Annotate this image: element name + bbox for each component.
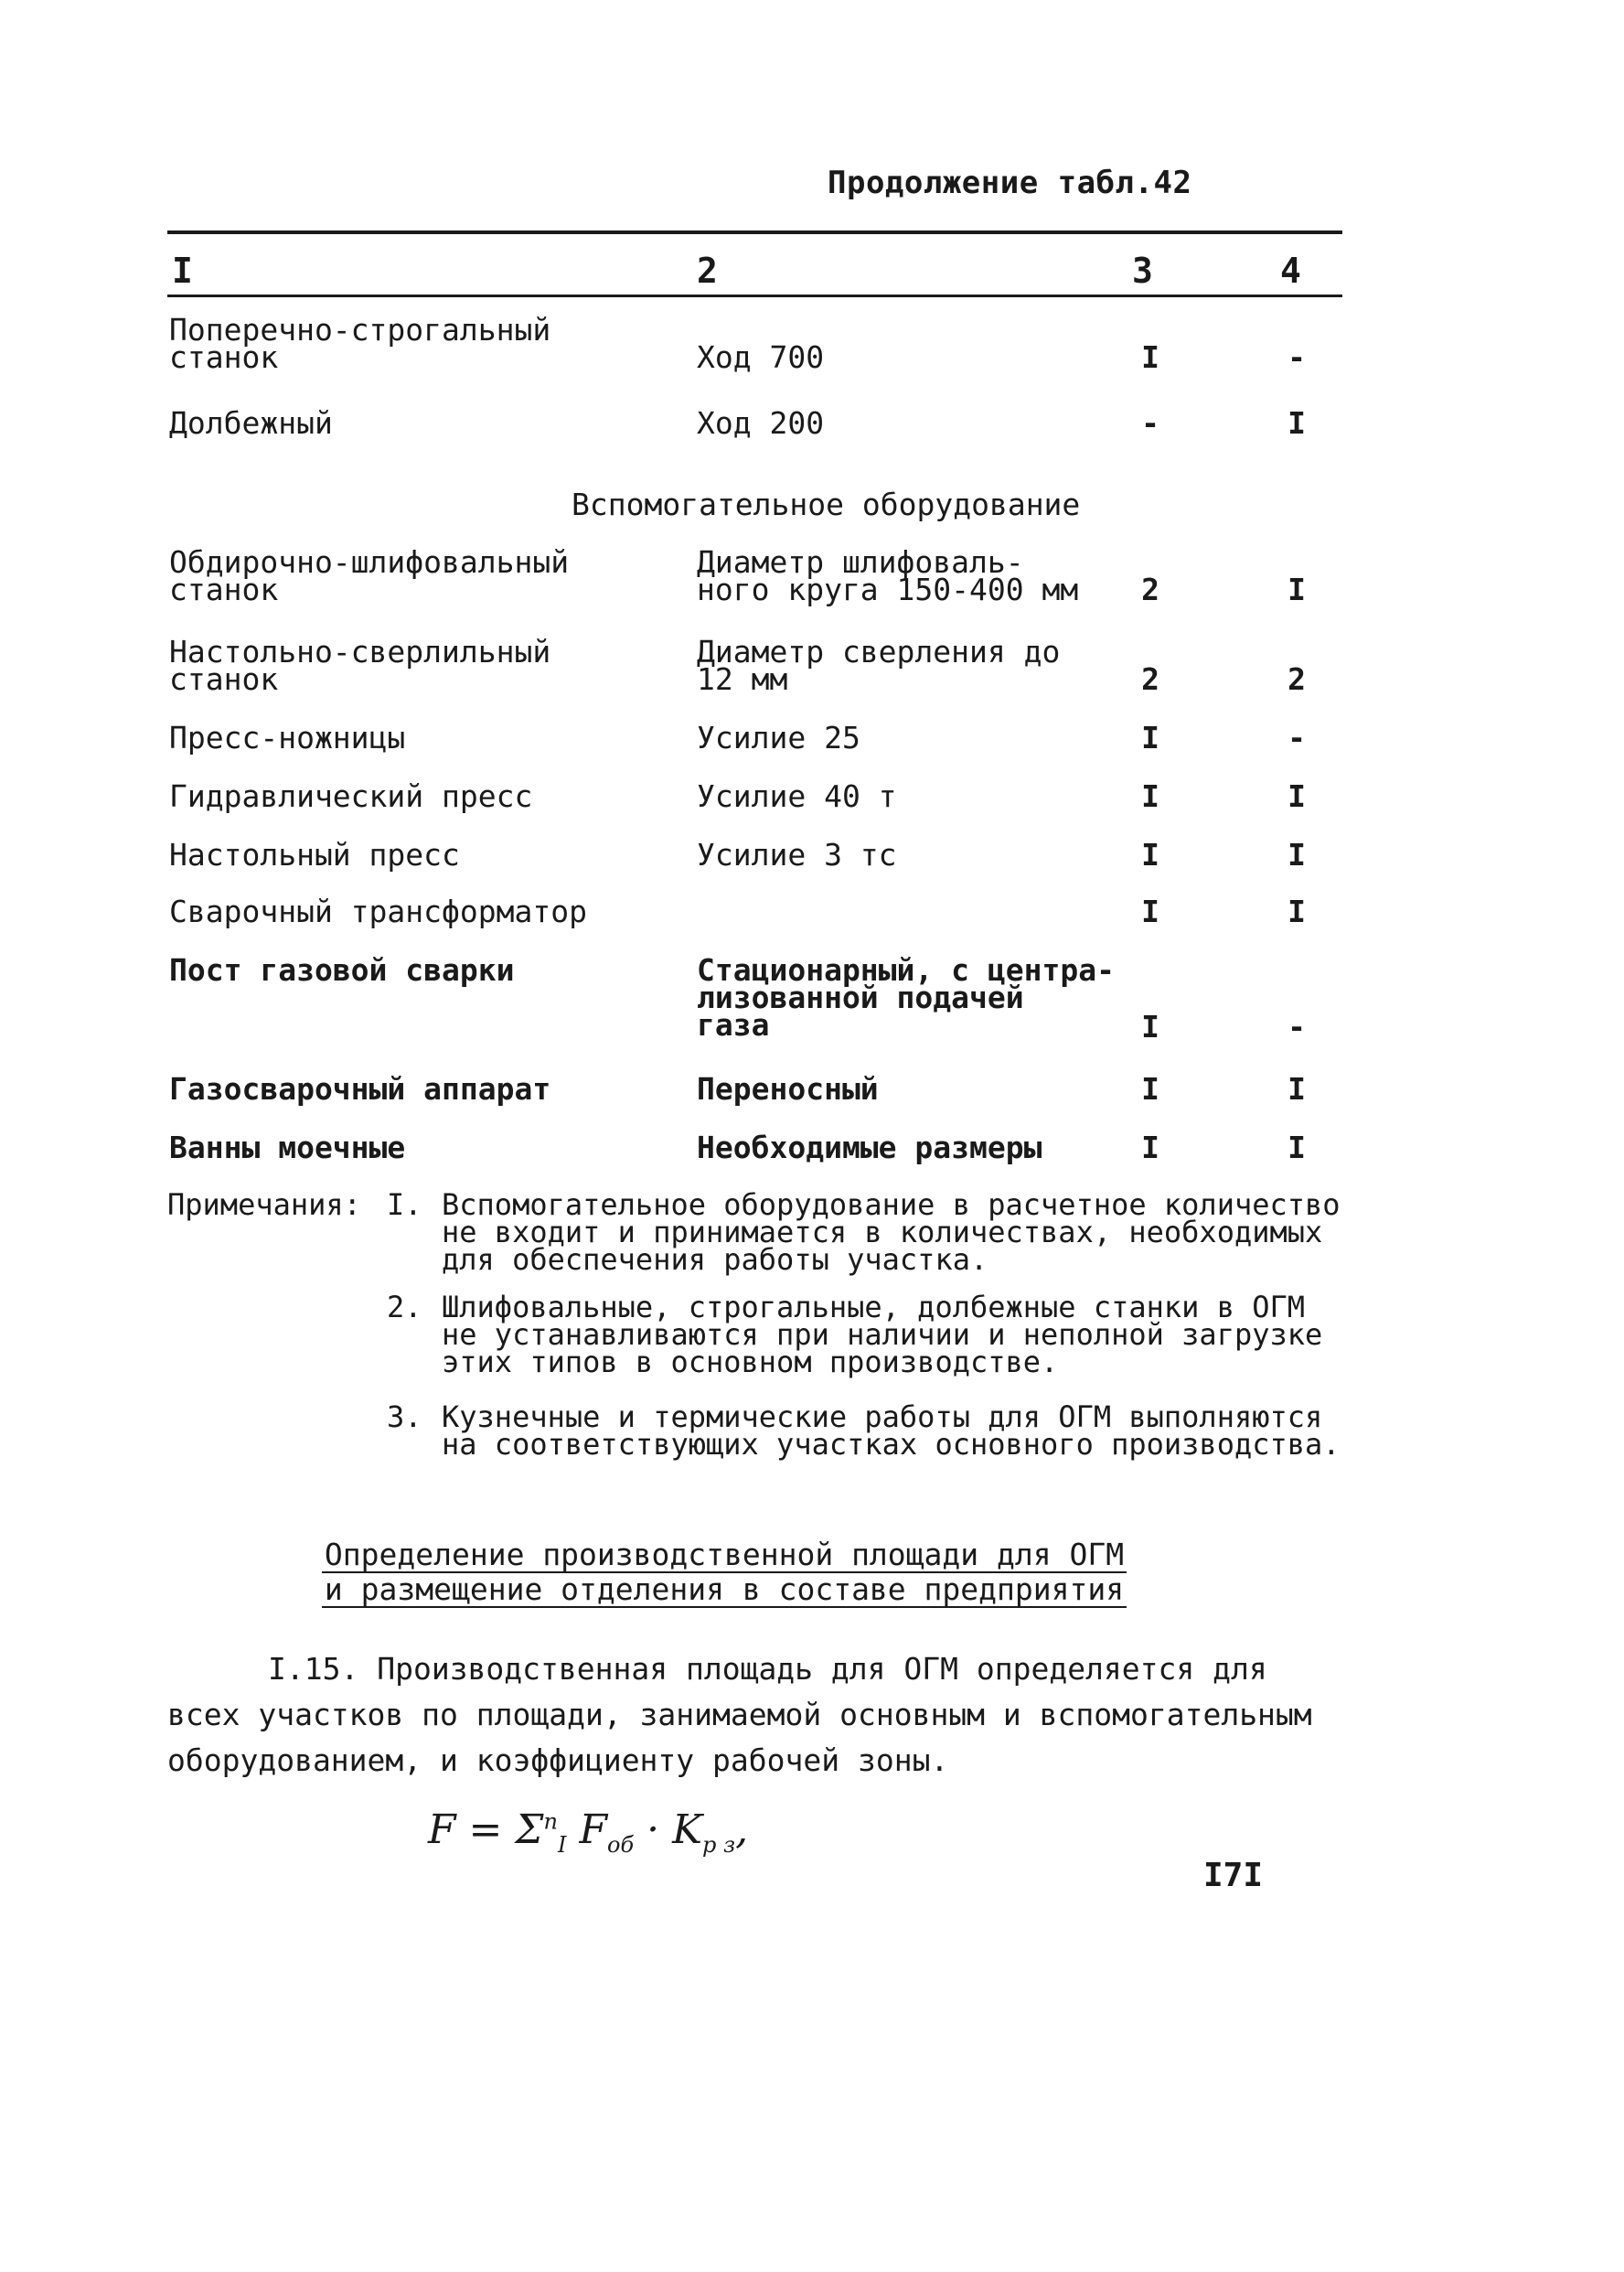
- equipment-name: Долбежный: [169, 405, 333, 441]
- formula-tail: ,: [735, 1806, 749, 1853]
- section-heading-line: и размещение отделения в составе предприятия: [322, 1573, 1127, 1608]
- table-header-rule: [167, 295, 1342, 297]
- count-col4: I: [1287, 1130, 1306, 1165]
- page-number: I7I: [1203, 1857, 1264, 1894]
- count-col3: I: [1141, 339, 1159, 375]
- section-heading-line: Определение производственной площади для ОГМ: [322, 1538, 1127, 1573]
- equipment-name: Поперечно-строгальный станок: [169, 312, 551, 375]
- count-col4: -: [1287, 339, 1306, 375]
- equipment-name: Сварочный трансформатор: [169, 894, 587, 929]
- equipment-name: Газосварочный аппарат: [169, 1071, 551, 1107]
- count-col3: I: [1141, 1009, 1159, 1045]
- note-number: 2.: [387, 1290, 422, 1324]
- area-formula: [428, 1806, 748, 1858]
- formula-term-sub: об: [607, 1831, 635, 1858]
- note-number: I.: [387, 1187, 422, 1222]
- formula-lhs: F: [428, 1806, 456, 1853]
- formula-sum-upper: n: [543, 1808, 558, 1835]
- formula-equals: =: [468, 1806, 503, 1853]
- note-number: 3.: [387, 1399, 422, 1434]
- count-col3: I: [1141, 1130, 1159, 1165]
- count-col4: I: [1287, 894, 1306, 929]
- count-col4: I: [1287, 1071, 1306, 1107]
- equipment-spec: Ход 200: [697, 405, 825, 441]
- equipment-spec: Усилие 3 тс: [697, 837, 897, 873]
- formula-coef-sub: р з: [701, 1831, 736, 1858]
- section-heading: [322, 1538, 1127, 1608]
- count-col4: 2: [1287, 661, 1306, 697]
- equipment-spec: Переносный: [697, 1071, 879, 1107]
- equipment-name: Гидравлический пресс: [169, 778, 533, 814]
- formula-coef: K: [672, 1806, 702, 1853]
- note-text: Кузнечные и термические работы для ОГМ выполняются на соответствующих участках основного производства.: [442, 1399, 1341, 1462]
- equipment-spec: Ход 700: [697, 339, 825, 375]
- paragraph-number: I.15.: [268, 1651, 359, 1687]
- equipment-name: Настольный пресс: [169, 837, 460, 873]
- count-col3: I: [1141, 837, 1159, 873]
- body-paragraph: [167, 1646, 1320, 1784]
- count-col4: -: [1287, 1009, 1306, 1045]
- table-caption: Продолжение табл.42: [828, 165, 1192, 201]
- count-col4: I: [1287, 405, 1306, 441]
- count-col3: I: [1141, 1071, 1159, 1107]
- equipment-name: Обдирочно-шлифовальный станок: [169, 544, 570, 607]
- formula-term: F: [579, 1806, 607, 1853]
- equipment-spec: Диаметр сверления до 12 мм: [697, 634, 1061, 697]
- equipment-name: Пост газовой сварки: [169, 952, 515, 988]
- note-text: Шлифовальные, строгальные, долбежные станки в ОГМ не устанавливаются при наличии и неполной загрузке этих типов в основном производстве.: [442, 1290, 1323, 1379]
- formula-dot: ·: [646, 1806, 660, 1853]
- table-top-rule: [167, 230, 1342, 234]
- equipment-name: Ванны моечные: [169, 1130, 406, 1165]
- equipment-name: Настольно-сверлильный станок: [169, 634, 551, 697]
- notes-lead: Примечания:: [167, 1187, 361, 1222]
- equipment-spec: Стационарный, с центра- лизованной подачей газа: [697, 952, 1115, 1043]
- count-col3: I: [1141, 894, 1159, 929]
- paragraph-text: Производственная площадь для ОГМ определяется для всех участков по площади, занимаемой основным и вспомогательным оборудованием, и коэффициенту рабочей зоны.: [167, 1651, 1312, 1778]
- section-title: Вспомогательное оборудование: [572, 487, 1081, 522]
- equipment-spec: Усилие 40 т: [697, 778, 897, 814]
- count-col4: I: [1287, 837, 1306, 873]
- column-header-2: 2: [697, 251, 718, 291]
- column-header-3: 3: [1132, 251, 1153, 291]
- column-header-4: 4: [1280, 251, 1301, 291]
- count-col3: -: [1141, 405, 1159, 441]
- formula-sum-lower: I: [557, 1831, 567, 1858]
- equipment-spec: Диаметр шлифоваль- ного круга 150-400 мм: [697, 544, 1079, 607]
- count-col3: I: [1141, 720, 1159, 756]
- equipment-spec: Необходимые размеры: [697, 1130, 1042, 1165]
- equipment-spec: Усилие 25: [697, 720, 860, 756]
- formula-sum: Σ: [515, 1806, 544, 1853]
- column-header-1: I: [172, 251, 193, 291]
- count-col4: I: [1287, 778, 1306, 814]
- count-col3: 2: [1141, 661, 1159, 697]
- count-col4: -: [1287, 720, 1306, 756]
- count-col3: 2: [1141, 572, 1159, 607]
- count-col3: I: [1141, 778, 1159, 814]
- note-text: Вспомогательное оборудование в расчетное количество не входит и принимается в количествах, необходимых для обеспечения работы участка.: [442, 1187, 1341, 1277]
- count-col4: I: [1287, 572, 1306, 607]
- equipment-name: Пресс-ножницы: [169, 720, 406, 756]
